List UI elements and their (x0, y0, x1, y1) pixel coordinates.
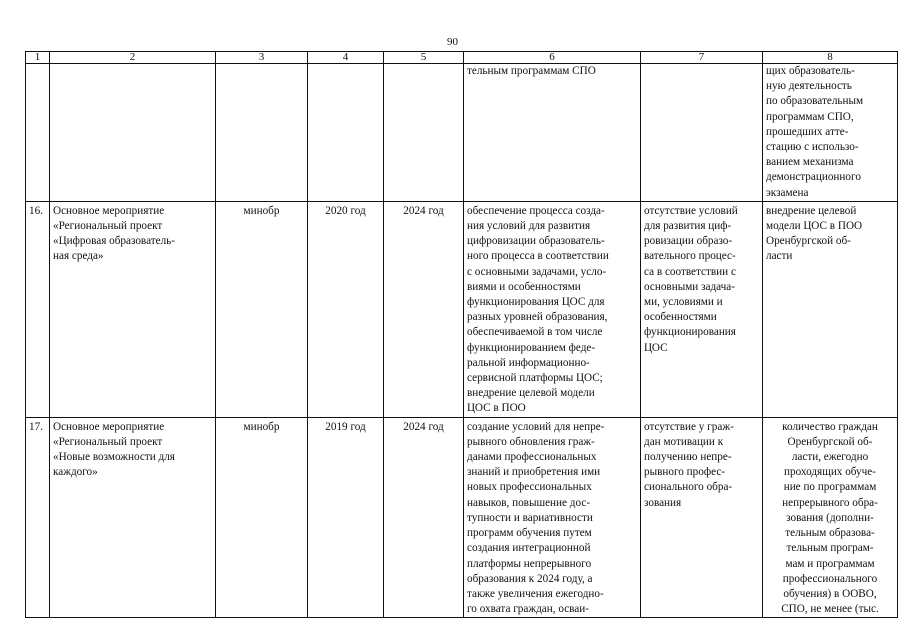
start-cell: 2019 год (308, 417, 384, 618)
row-number: 17. (26, 417, 50, 618)
consequence-cell: отсутствие у граж- дан мотивации к получению непре- рывного профес- сионального обра- зования (641, 417, 763, 618)
result-cell: обеспечение процесса созда- ния условий для развития цифровизации образователь- ного процесса в соответствии с основными задачами, усло- виями и особенностями функционирования ЦОС для разных уровней образования, обеспечиваемой в том числе функционированием феде- ральной информационно- сервисной платформы ЦОС; внедрение целевой модели ЦОС в ПОО (464, 201, 641, 417)
page-number: 90 (447, 36, 458, 48)
executor-cell: минобр (216, 417, 308, 618)
consequence-cell: отсутствие условий для развития циф- ровизации образо- вательного процес- са в соответствии с основными задача- ми, условиями и особенностями функционирования ЦОС (641, 201, 763, 417)
event-cell: Основное мероприятие «Региональный проект «Новые возможности для каждого» (50, 417, 216, 618)
start-cell (308, 64, 384, 202)
table-row (26, 201, 898, 417)
column-header: 1 (26, 52, 50, 64)
indicator-cell: внедрение целевой модели ЦОС в ПОО Оренбургской об- ласти (763, 201, 898, 417)
table-row (26, 417, 898, 618)
consequence-cell (641, 64, 763, 202)
column-header: 2 (50, 52, 216, 64)
plan-table (25, 51, 898, 618)
column-header: 4 (308, 52, 384, 64)
indicator-cell: щих образователь- ную деятельность по образовательным программам СПО, прошедших атте- стацию с использо- ванием механизма демонстрационного экзамена (763, 64, 898, 202)
event-cell: Основное мероприятие «Региональный проект «Цифровая образователь- ная среда» (50, 201, 216, 417)
executor-cell (216, 64, 308, 202)
column-header: 5 (384, 52, 464, 64)
table-header-row (26, 52, 898, 64)
row-number: 16. (26, 201, 50, 417)
end-cell: 2024 год (384, 417, 464, 618)
column-header: 3 (216, 52, 308, 64)
column-header: 7 (641, 52, 763, 64)
event-cell (50, 64, 216, 202)
column-header: 6 (464, 52, 641, 64)
row-number (26, 64, 50, 202)
end-cell (384, 64, 464, 202)
table-row (26, 64, 898, 202)
result-cell: создание условий для непре- рывного обновления граж- данами профессиональных знаний и приобретения ими новых профессиональных навыков, повышение дос- тупности и вариативности программ обучения путем создания интеграционной платформы непрерывного образования к 2024 году, а также увеличения ежегодно- го охвата граждан, осваи- (464, 417, 641, 618)
end-cell: 2024 год (384, 201, 464, 417)
result-cell: тельным программам СПО (464, 64, 641, 202)
start-cell: 2020 год (308, 201, 384, 417)
executor-cell: минобр (216, 201, 308, 417)
column-header: 8 (763, 52, 898, 64)
indicator-cell: количество граждан Оренбургской об- ласти, ежегодно проходящих обуче- ние по программам непрерывного обра- зования (дополни- тельным образова- тельным програм- мам и программам профессионального обучения) в ООВО, СПО, не менее (тыс. (763, 417, 898, 618)
